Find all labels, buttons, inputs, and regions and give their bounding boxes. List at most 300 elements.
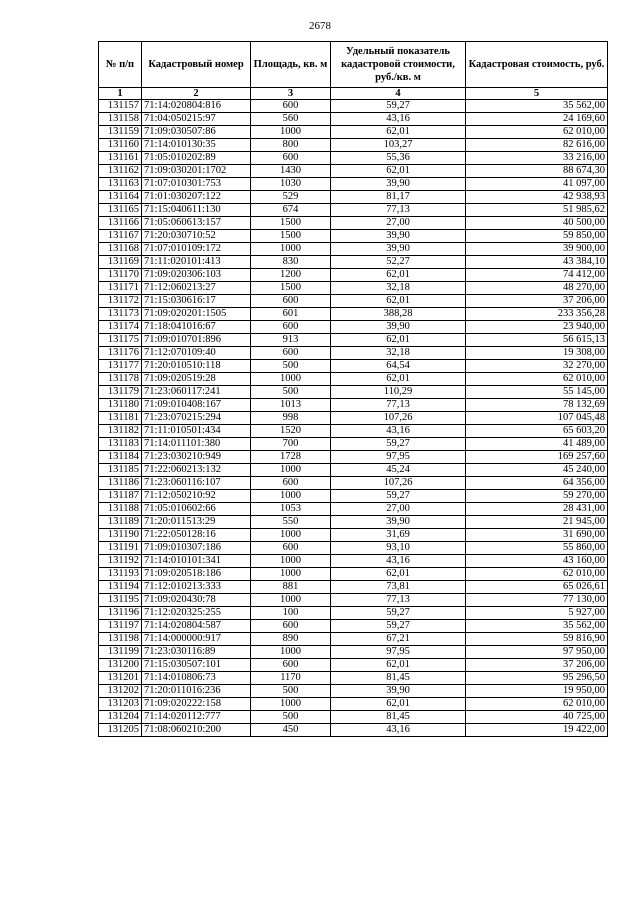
area-cell: 1728 bbox=[251, 451, 331, 464]
unit-value-cell: 77,13 bbox=[331, 204, 466, 217]
area-cell: 1000 bbox=[251, 555, 331, 568]
table-row bbox=[99, 555, 608, 568]
row-number-cell: 131172 bbox=[99, 295, 142, 308]
cadastral-number-cell: 71:12:050210:92 bbox=[142, 490, 251, 503]
cadastral-number-cell: 71:14:020804:816 bbox=[142, 100, 251, 113]
table-row bbox=[99, 581, 608, 594]
column-index: 2 bbox=[142, 88, 251, 100]
cadastral-number-cell: 71:09:010701:896 bbox=[142, 334, 251, 347]
table-row bbox=[99, 516, 608, 529]
area-cell: 600 bbox=[251, 477, 331, 490]
unit-value-cell: 59,27 bbox=[331, 607, 466, 620]
table-row bbox=[99, 217, 608, 230]
row-number-cell: 131165 bbox=[99, 204, 142, 217]
unit-value-cell: 93,10 bbox=[331, 542, 466, 555]
unit-value-cell: 62,01 bbox=[331, 568, 466, 581]
header-area: Площадь, кв. м bbox=[251, 42, 331, 88]
table-row bbox=[99, 607, 608, 620]
cadastral-number-cell: 71:18:041016:67 bbox=[142, 321, 251, 334]
header-cadastral-number: Кадастровый номер bbox=[142, 42, 251, 88]
row-number-cell: 131177 bbox=[99, 360, 142, 373]
cadastral-number-cell: 71:09:020518:186 bbox=[142, 568, 251, 581]
area-cell: 550 bbox=[251, 516, 331, 529]
row-number-cell: 131199 bbox=[99, 646, 142, 659]
cadastral-value-cell: 39 900,00 bbox=[466, 243, 608, 256]
cadastral-value-cell: 5 927,00 bbox=[466, 607, 608, 620]
cadastral-number-cell: 71:01:030207:122 bbox=[142, 191, 251, 204]
column-index: 3 bbox=[251, 88, 331, 100]
row-number-cell: 131205 bbox=[99, 724, 142, 737]
page-number: 2678 bbox=[309, 20, 331, 32]
row-number-cell: 131179 bbox=[99, 386, 142, 399]
cadastral-value-cell: 31 690,00 bbox=[466, 529, 608, 542]
table-row bbox=[99, 542, 608, 555]
cadastral-value-cell: 21 945,00 bbox=[466, 516, 608, 529]
unit-value-cell: 39,90 bbox=[331, 321, 466, 334]
table-row bbox=[99, 568, 608, 581]
area-cell: 600 bbox=[251, 295, 331, 308]
cadastral-number-cell: 71:15:040611:130 bbox=[142, 204, 251, 217]
table-row bbox=[99, 685, 608, 698]
area-cell: 1000 bbox=[251, 698, 331, 711]
cadastral-value-table bbox=[98, 41, 608, 737]
cadastral-number-cell: 71:20:011513:29 bbox=[142, 516, 251, 529]
cadastral-value-cell: 40 725,00 bbox=[466, 711, 608, 724]
header-row-number: № п/п bbox=[99, 42, 142, 88]
cadastral-number-cell: 71:14:010130:35 bbox=[142, 139, 251, 152]
cadastral-number-cell: 71:09:020222:158 bbox=[142, 698, 251, 711]
unit-value-cell: 103,27 bbox=[331, 139, 466, 152]
table-row bbox=[99, 139, 608, 152]
unit-value-cell: 388,28 bbox=[331, 308, 466, 321]
header-unit-value: Удельный показатель кадастровой стоимости, руб./кв. м bbox=[331, 42, 466, 88]
unit-value-cell: 59,27 bbox=[331, 438, 466, 451]
table-row bbox=[99, 243, 608, 256]
area-cell: 1000 bbox=[251, 568, 331, 581]
area-cell: 529 bbox=[251, 191, 331, 204]
row-number-cell: 131184 bbox=[99, 451, 142, 464]
area-cell: 1200 bbox=[251, 269, 331, 282]
unit-value-cell: 39,90 bbox=[331, 243, 466, 256]
row-number-cell: 131175 bbox=[99, 334, 142, 347]
area-cell: 600 bbox=[251, 321, 331, 334]
row-number-cell: 131171 bbox=[99, 282, 142, 295]
unit-value-cell: 110,29 bbox=[331, 386, 466, 399]
cadastral-number-cell: 71:11:010501:434 bbox=[142, 425, 251, 438]
table-row bbox=[99, 386, 608, 399]
area-cell: 560 bbox=[251, 113, 331, 126]
area-cell: 1013 bbox=[251, 399, 331, 412]
table-row bbox=[99, 438, 608, 451]
cadastral-value-cell: 43 384,10 bbox=[466, 256, 608, 269]
row-number-cell: 131189 bbox=[99, 516, 142, 529]
table-row bbox=[99, 724, 608, 737]
cadastral-number-cell: 71:09:030201:1702 bbox=[142, 165, 251, 178]
cadastral-value-cell: 40 500,00 bbox=[466, 217, 608, 230]
area-cell: 600 bbox=[251, 659, 331, 672]
table-row bbox=[99, 178, 608, 191]
unit-value-cell: 62,01 bbox=[331, 165, 466, 178]
cadastral-value-cell: 95 296,50 bbox=[466, 672, 608, 685]
header-cadastral-value: Кадастровая стоимость, руб. bbox=[466, 42, 608, 88]
cadastral-number-cell: 71:09:020519:28 bbox=[142, 373, 251, 386]
cadastral-value-cell: 88 674,30 bbox=[466, 165, 608, 178]
table-row bbox=[99, 126, 608, 139]
cadastral-value-cell: 37 206,00 bbox=[466, 659, 608, 672]
row-number-cell: 131158 bbox=[99, 113, 142, 126]
area-cell: 1500 bbox=[251, 282, 331, 295]
cadastral-value-cell: 33 216,00 bbox=[466, 152, 608, 165]
area-cell: 881 bbox=[251, 581, 331, 594]
table-row bbox=[99, 477, 608, 490]
area-cell: 1000 bbox=[251, 373, 331, 386]
unit-value-cell: 59,27 bbox=[331, 620, 466, 633]
column-index: 4 bbox=[331, 88, 466, 100]
table-header-row bbox=[99, 42, 608, 88]
cadastral-value-cell: 64 356,00 bbox=[466, 477, 608, 490]
table-row bbox=[99, 464, 608, 477]
table-row bbox=[99, 165, 608, 178]
cadastral-number-cell: 71:23:030116:89 bbox=[142, 646, 251, 659]
row-number-cell: 131185 bbox=[99, 464, 142, 477]
row-number-cell: 131198 bbox=[99, 633, 142, 646]
cadastral-number-cell: 71:14:000000:917 bbox=[142, 633, 251, 646]
unit-value-cell: 43,16 bbox=[331, 113, 466, 126]
cadastral-number-cell: 71:23:070215:294 bbox=[142, 412, 251, 425]
row-number-cell: 131176 bbox=[99, 347, 142, 360]
table-row bbox=[99, 711, 608, 724]
cadastral-number-cell: 71:23:060116:107 bbox=[142, 477, 251, 490]
cadastral-value-cell: 48 270,00 bbox=[466, 282, 608, 295]
unit-value-cell: 43,16 bbox=[331, 555, 466, 568]
cadastral-number-cell: 71:12:020325:255 bbox=[142, 607, 251, 620]
unit-value-cell: 62,01 bbox=[331, 698, 466, 711]
row-number-cell: 131186 bbox=[99, 477, 142, 490]
area-cell: 913 bbox=[251, 334, 331, 347]
row-number-cell: 131181 bbox=[99, 412, 142, 425]
cadastral-value-cell: 35 562,00 bbox=[466, 100, 608, 113]
unit-value-cell: 107,26 bbox=[331, 412, 466, 425]
cadastral-value-cell: 37 206,00 bbox=[466, 295, 608, 308]
area-cell: 500 bbox=[251, 360, 331, 373]
row-number-cell: 131188 bbox=[99, 503, 142, 516]
row-number-cell: 131162 bbox=[99, 165, 142, 178]
table-row bbox=[99, 698, 608, 711]
row-number-cell: 131180 bbox=[99, 399, 142, 412]
unit-value-cell: 67,21 bbox=[331, 633, 466, 646]
unit-value-cell: 59,27 bbox=[331, 490, 466, 503]
unit-value-cell: 81,45 bbox=[331, 672, 466, 685]
table-row bbox=[99, 451, 608, 464]
cadastral-number-cell: 71:14:011101:380 bbox=[142, 438, 251, 451]
cadastral-number-cell: 71:07:010301:753 bbox=[142, 178, 251, 191]
area-cell: 100 bbox=[251, 607, 331, 620]
cadastral-value-cell: 107 045,48 bbox=[466, 412, 608, 425]
area-cell: 890 bbox=[251, 633, 331, 646]
cadastral-value-cell: 32 270,00 bbox=[466, 360, 608, 373]
cadastral-value-cell: 62 010,00 bbox=[466, 126, 608, 139]
table-row bbox=[99, 204, 608, 217]
area-cell: 500 bbox=[251, 685, 331, 698]
row-number-cell: 131182 bbox=[99, 425, 142, 438]
unit-value-cell: 59,27 bbox=[331, 100, 466, 113]
area-cell: 1170 bbox=[251, 672, 331, 685]
cadastral-number-cell: 71:09:020201:1505 bbox=[142, 308, 251, 321]
area-cell: 998 bbox=[251, 412, 331, 425]
cadastral-number-cell: 71:20:010510:118 bbox=[142, 360, 251, 373]
cadastral-number-cell: 71:23:030210:949 bbox=[142, 451, 251, 464]
area-cell: 1030 bbox=[251, 178, 331, 191]
unit-value-cell: 52,27 bbox=[331, 256, 466, 269]
cadastral-number-cell: 71:05:010602:66 bbox=[142, 503, 251, 516]
row-number-cell: 131174 bbox=[99, 321, 142, 334]
row-number-cell: 131190 bbox=[99, 529, 142, 542]
row-number-cell: 131163 bbox=[99, 178, 142, 191]
cadastral-value-cell: 41 097,00 bbox=[466, 178, 608, 191]
unit-value-cell: 62,01 bbox=[331, 126, 466, 139]
table-row bbox=[99, 269, 608, 282]
table-row bbox=[99, 412, 608, 425]
area-cell: 1000 bbox=[251, 490, 331, 503]
row-number-cell: 131161 bbox=[99, 152, 142, 165]
row-number-cell: 131183 bbox=[99, 438, 142, 451]
area-cell: 601 bbox=[251, 308, 331, 321]
table-row bbox=[99, 230, 608, 243]
column-index: 1 bbox=[99, 88, 142, 100]
cadastral-number-cell: 71:22:050128:16 bbox=[142, 529, 251, 542]
table-column-index-row bbox=[99, 88, 608, 100]
unit-value-cell: 107,26 bbox=[331, 477, 466, 490]
area-cell: 600 bbox=[251, 542, 331, 555]
unit-value-cell: 43,16 bbox=[331, 425, 466, 438]
table-row bbox=[99, 152, 608, 165]
cadastral-number-cell: 71:05:010202:89 bbox=[142, 152, 251, 165]
unit-value-cell: 43,16 bbox=[331, 724, 466, 737]
cadastral-value-cell: 51 985,62 bbox=[466, 204, 608, 217]
cadastral-number-cell: 71:22:060213:132 bbox=[142, 464, 251, 477]
area-cell: 1430 bbox=[251, 165, 331, 178]
area-cell: 600 bbox=[251, 152, 331, 165]
cadastral-number-cell: 71:09:030507:86 bbox=[142, 126, 251, 139]
unit-value-cell: 32,18 bbox=[331, 282, 466, 295]
row-number-cell: 131187 bbox=[99, 490, 142, 503]
table-row bbox=[99, 646, 608, 659]
cadastral-value-cell: 28 431,00 bbox=[466, 503, 608, 516]
cadastral-number-cell: 71:12:070109:40 bbox=[142, 347, 251, 360]
cadastral-number-cell: 71:05:060613:157 bbox=[142, 217, 251, 230]
cadastral-value-cell: 59 816,90 bbox=[466, 633, 608, 646]
cadastral-value-cell: 19 308,00 bbox=[466, 347, 608, 360]
cadastral-number-cell: 71:07:010109:172 bbox=[142, 243, 251, 256]
table-row bbox=[99, 373, 608, 386]
unit-value-cell: 27,00 bbox=[331, 503, 466, 516]
area-cell: 600 bbox=[251, 100, 331, 113]
cadastral-value-cell: 42 938,93 bbox=[466, 191, 608, 204]
cadastral-number-cell: 71:20:030710:52 bbox=[142, 230, 251, 243]
area-cell: 1000 bbox=[251, 529, 331, 542]
cadastral-value-cell: 55 145,00 bbox=[466, 386, 608, 399]
unit-value-cell: 39,90 bbox=[331, 516, 466, 529]
cadastral-value-cell: 77 130,00 bbox=[466, 594, 608, 607]
row-number-cell: 131159 bbox=[99, 126, 142, 139]
cadastral-value-cell: 62 010,00 bbox=[466, 568, 608, 581]
unit-value-cell: 62,01 bbox=[331, 659, 466, 672]
row-number-cell: 131194 bbox=[99, 581, 142, 594]
row-number-cell: 131166 bbox=[99, 217, 142, 230]
area-cell: 1500 bbox=[251, 217, 331, 230]
table-row bbox=[99, 256, 608, 269]
area-cell: 1500 bbox=[251, 230, 331, 243]
cadastral-value-cell: 78 132,69 bbox=[466, 399, 608, 412]
cadastral-value-cell: 65 026,61 bbox=[466, 581, 608, 594]
area-cell: 500 bbox=[251, 386, 331, 399]
row-number-cell: 131195 bbox=[99, 594, 142, 607]
row-number-cell: 131200 bbox=[99, 659, 142, 672]
cadastral-number-cell: 71:23:060117:241 bbox=[142, 386, 251, 399]
cadastral-number-cell: 71:14:010101:341 bbox=[142, 555, 251, 568]
cadastral-value-cell: 55 860,00 bbox=[466, 542, 608, 555]
row-number-cell: 131196 bbox=[99, 607, 142, 620]
cadastral-value-cell: 41 489,00 bbox=[466, 438, 608, 451]
table-row bbox=[99, 672, 608, 685]
table-row bbox=[99, 425, 608, 438]
table-row bbox=[99, 529, 608, 542]
area-cell: 500 bbox=[251, 711, 331, 724]
unit-value-cell: 39,90 bbox=[331, 230, 466, 243]
area-cell: 1000 bbox=[251, 243, 331, 256]
unit-value-cell: 62,01 bbox=[331, 373, 466, 386]
cadastral-value-cell: 62 010,00 bbox=[466, 698, 608, 711]
cadastral-value-cell: 82 616,00 bbox=[466, 139, 608, 152]
row-number-cell: 131204 bbox=[99, 711, 142, 724]
cadastral-value-cell: 19 950,00 bbox=[466, 685, 608, 698]
area-cell: 674 bbox=[251, 204, 331, 217]
table-row bbox=[99, 113, 608, 126]
cadastral-number-cell: 71:20:011016:236 bbox=[142, 685, 251, 698]
area-cell: 700 bbox=[251, 438, 331, 451]
cadastral-value-cell: 19 422,00 bbox=[466, 724, 608, 737]
row-number-cell: 131193 bbox=[99, 568, 142, 581]
cadastral-value-cell: 62 010,00 bbox=[466, 373, 608, 386]
row-number-cell: 131197 bbox=[99, 620, 142, 633]
area-cell: 1000 bbox=[251, 464, 331, 477]
unit-value-cell: 62,01 bbox=[331, 269, 466, 282]
unit-value-cell: 97,95 bbox=[331, 451, 466, 464]
cadastral-value-cell: 56 615,13 bbox=[466, 334, 608, 347]
table-row bbox=[99, 490, 608, 503]
unit-value-cell: 39,90 bbox=[331, 178, 466, 191]
cadastral-value-cell: 74 412,00 bbox=[466, 269, 608, 282]
row-number-cell: 131191 bbox=[99, 542, 142, 555]
table-row bbox=[99, 620, 608, 633]
unit-value-cell: 97,95 bbox=[331, 646, 466, 659]
table-row bbox=[99, 594, 608, 607]
unit-value-cell: 62,01 bbox=[331, 334, 466, 347]
cadastral-value-cell: 233 356,28 bbox=[466, 308, 608, 321]
area-cell: 830 bbox=[251, 256, 331, 269]
cadastral-number-cell: 71:14:020804:587 bbox=[142, 620, 251, 633]
area-cell: 1000 bbox=[251, 594, 331, 607]
unit-value-cell: 81,45 bbox=[331, 711, 466, 724]
table-body bbox=[99, 100, 608, 737]
row-number-cell: 131168 bbox=[99, 243, 142, 256]
row-number-cell: 131201 bbox=[99, 672, 142, 685]
row-number-cell: 131157 bbox=[99, 100, 142, 113]
column-index: 5 bbox=[466, 88, 608, 100]
row-number-cell: 131169 bbox=[99, 256, 142, 269]
table-row bbox=[99, 347, 608, 360]
table-row bbox=[99, 282, 608, 295]
area-cell: 1000 bbox=[251, 646, 331, 659]
cadastral-number-cell: 71:12:010213:333 bbox=[142, 581, 251, 594]
cadastral-number-cell: 71:14:020112:777 bbox=[142, 711, 251, 724]
unit-value-cell: 39,90 bbox=[331, 685, 466, 698]
cadastral-number-cell: 71:14:010806:73 bbox=[142, 672, 251, 685]
cadastral-value-cell: 59 270,00 bbox=[466, 490, 608, 503]
table-row bbox=[99, 334, 608, 347]
cadastral-number-cell: 71:15:030616:17 bbox=[142, 295, 251, 308]
table-row bbox=[99, 659, 608, 672]
row-number-cell: 131170 bbox=[99, 269, 142, 282]
cadastral-value-cell: 35 562,00 bbox=[466, 620, 608, 633]
row-number-cell: 131192 bbox=[99, 555, 142, 568]
table-row bbox=[99, 503, 608, 516]
cadastral-number-cell: 71:09:020430:78 bbox=[142, 594, 251, 607]
table-row bbox=[99, 191, 608, 204]
row-number-cell: 131202 bbox=[99, 685, 142, 698]
unit-value-cell: 81,17 bbox=[331, 191, 466, 204]
area-cell: 1000 bbox=[251, 126, 331, 139]
row-number-cell: 131167 bbox=[99, 230, 142, 243]
unit-value-cell: 32,18 bbox=[331, 347, 466, 360]
unit-value-cell: 55,36 bbox=[331, 152, 466, 165]
cadastral-value-cell: 45 240,00 bbox=[466, 464, 608, 477]
table-row bbox=[99, 100, 608, 113]
cadastral-number-cell: 71:11:020101:413 bbox=[142, 256, 251, 269]
cadastral-number-cell: 71:08:060210:200 bbox=[142, 724, 251, 737]
row-number-cell: 131178 bbox=[99, 373, 142, 386]
cadastral-number-cell: 71:12:060213:27 bbox=[142, 282, 251, 295]
cadastral-number-cell: 71:15:030507:101 bbox=[142, 659, 251, 672]
cadastral-value-cell: 59 850,00 bbox=[466, 230, 608, 243]
row-number-cell: 131160 bbox=[99, 139, 142, 152]
cadastral-value-cell: 65 603,20 bbox=[466, 425, 608, 438]
area-cell: 450 bbox=[251, 724, 331, 737]
cadastral-value-cell: 43 160,00 bbox=[466, 555, 608, 568]
unit-value-cell: 45,24 bbox=[331, 464, 466, 477]
cadastral-value-cell: 97 950,00 bbox=[466, 646, 608, 659]
row-number-cell: 131164 bbox=[99, 191, 142, 204]
table-row bbox=[99, 308, 608, 321]
area-cell: 600 bbox=[251, 347, 331, 360]
unit-value-cell: 73,81 bbox=[331, 581, 466, 594]
unit-value-cell: 62,01 bbox=[331, 295, 466, 308]
unit-value-cell: 64,54 bbox=[331, 360, 466, 373]
cadastral-number-cell: 71:04:050215:97 bbox=[142, 113, 251, 126]
row-number-cell: 131203 bbox=[99, 698, 142, 711]
area-cell: 800 bbox=[251, 139, 331, 152]
unit-value-cell: 77,13 bbox=[331, 399, 466, 412]
table-row bbox=[99, 633, 608, 646]
table-row bbox=[99, 399, 608, 412]
cadastral-value-cell: 169 257,60 bbox=[466, 451, 608, 464]
row-number-cell: 131173 bbox=[99, 308, 142, 321]
table-row bbox=[99, 360, 608, 373]
area-cell: 1053 bbox=[251, 503, 331, 516]
unit-value-cell: 27,00 bbox=[331, 217, 466, 230]
cadastral-number-cell: 71:09:010408:167 bbox=[142, 399, 251, 412]
cadastral-number-cell: 71:09:010307:186 bbox=[142, 542, 251, 555]
